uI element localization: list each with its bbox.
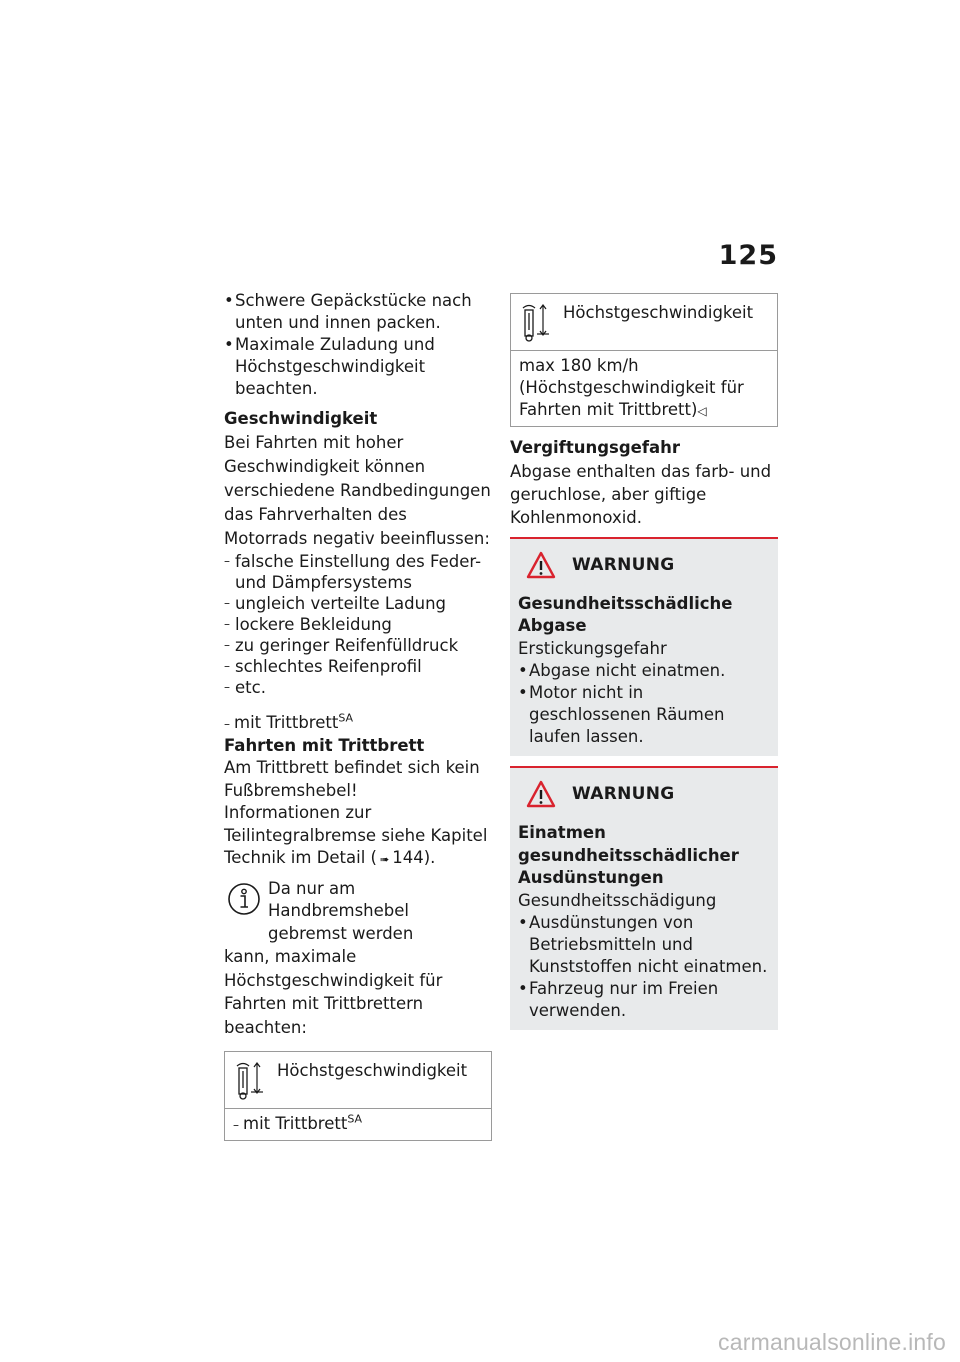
spec-value: max 180 km/h (Höchstgeschwindigkeit für Fahrten mit Trittbrett)◁ <box>519 356 744 419</box>
option-line: – mit Trittbrett$^{SA}$ <box>224 711 354 732</box>
option-superscript: SA <box>338 711 354 724</box>
warning-title: WARNUNG <box>572 784 675 804</box>
right-column <box>510 293 778 1030</box>
info-icon <box>227 882 261 916</box>
list-item: – ungleich verteilte Ladung <box>224 593 492 614</box>
poisoning-paragraph: Abgase enthalten das farb- und geruchlose, aber giftige Kohlenmonoxid. <box>510 461 772 527</box>
warning-triangle-icon <box>526 551 556 579</box>
spec-table-header <box>225 1052 491 1109</box>
loading-tips-list <box>224 290 492 400</box>
warning-subtitle: Einatmen gesundheitsschädlicher Ausdünstungen <box>518 823 739 887</box>
watermark: carmanualsonline.info <box>718 1329 946 1355</box>
spec-table-header <box>511 294 777 351</box>
speedometer-gauge-icon <box>519 300 551 344</box>
warning-box-fumes <box>510 766 778 1030</box>
list-item: • Motor nicht in geschlossenen Räumen laufen lassen. <box>518 682 770 748</box>
warning-consequence: Gesundheitsschädigung <box>518 890 717 910</box>
list-item: – etc. <box>224 677 492 698</box>
warning-consequence: Erstickungsgefahr <box>518 638 667 658</box>
list-item: – falsche Einstellung des Feder- und Dämpfersystems <box>224 551 492 593</box>
info-note <box>224 878 492 1040</box>
conditions-list <box>224 551 492 698</box>
warning-title: WARNUNG <box>572 554 675 575</box>
section-heading-footboard: Fahrten mit Trittbrett <box>224 735 425 755</box>
list-item: – zu geringer Reifenfülldruck <box>224 635 492 656</box>
arrow-right-icon: ➠ <box>380 853 390 866</box>
list-item: • Ausdünstungen von Betriebsmitteln und Kunststoffen nicht einatmen. <box>518 912 770 978</box>
warning-box-exhaust <box>510 537 778 757</box>
list-item: • Abgase nicht einatmen. <box>518 660 770 682</box>
spec-label: Höchstgeschwindigkeit <box>277 1061 468 1080</box>
warning-triangle-icon <box>526 780 556 808</box>
section-heading-poisoning: Vergiftungsgefahr <box>510 438 681 457</box>
list-item: • Fahrzeug nur im Freien verwenden. <box>518 978 770 1022</box>
page-number: 125 <box>718 240 778 271</box>
warning-header <box>518 551 770 579</box>
spec-table-footboard <box>224 1051 492 1141</box>
spec-label: Höchstgeschwindigkeit <box>563 303 754 322</box>
speedometer-gauge-icon <box>233 1058 265 1102</box>
end-marker: ◁ <box>697 404 707 418</box>
warning-actions <box>518 660 770 748</box>
warning-header <box>518 780 770 808</box>
speed-paragraph: Bei Fahrten mit hoher Geschwindigkeit können verschiedene Randbedingungen das Fahrverhalten des Motorrads negativ beeinflussen: <box>224 432 491 548</box>
warning-subtitle: Gesundheitsschädliche Abgase <box>518 593 733 635</box>
list-item: • Schwere Gepäckstücke nach unten und innen packen. <box>224 290 492 334</box>
info-paragraph: Informationen zur Teilintegralbremse siehe Kapitel Technik im Detail ( ➠ 144). <box>224 803 488 867</box>
spec-table-max-speed <box>510 293 778 427</box>
spec-value: – mit Trittbrett$^{SA}$ <box>233 1112 363 1133</box>
note-text-first: Da nur am Handbremshebel gebremst werden <box>268 878 414 943</box>
list-item: – schlechtes Reifenprofil <box>224 656 492 677</box>
page-reference[interactable]: 144). <box>392 848 436 867</box>
list-item: – lockere Bekleidung <box>224 614 492 635</box>
note-text-rest: kann, maximale Höchstgeschwindigkeit für Fahrten mit Trittbrettern beachten: <box>224 947 443 1037</box>
footboard-paragraph: Am Trittbrett befindet sich kein Fußbremshebel! <box>224 758 480 800</box>
left-column <box>224 290 492 1141</box>
warning-actions <box>518 912 770 1022</box>
spec-superscript: SA <box>347 1112 363 1126</box>
list-item: • Maximale Zuladung und Höchstgeschwindigkeit beachten. <box>224 334 492 400</box>
section-heading-speed: Geschwindigkeit <box>224 409 378 428</box>
